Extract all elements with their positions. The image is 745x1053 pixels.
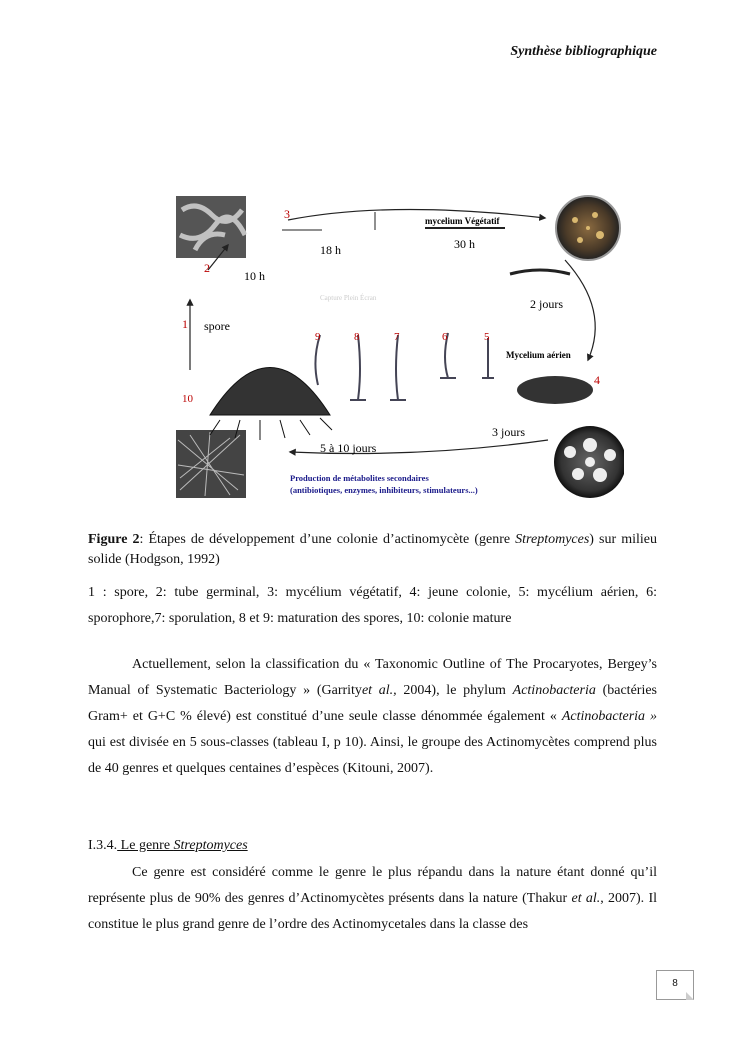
p1-actinobacteria: Actinobacteria — [512, 683, 596, 698]
label-n1: 1 — [182, 317, 188, 331]
label-t3j: 3 jours — [492, 425, 525, 439]
label-prod2: (antibiotiques, enzymes, inhibiteurs, stimulateurs...) — [290, 485, 478, 495]
section-title: Le genre — [117, 838, 174, 853]
figure-label: Figure 2 — [88, 532, 140, 547]
p1-etal: et al., — [361, 683, 397, 698]
label-t10h: 10 h — [244, 269, 265, 283]
label-n6: 6 — [442, 331, 448, 343]
colony-development-figure — [170, 190, 624, 504]
paragraph-classification — [88, 652, 657, 782]
label-n10: 10 — [182, 393, 193, 405]
label-n4: 4 — [594, 373, 600, 387]
paragraph-streptomyces — [88, 860, 657, 938]
label-n9: 9 — [315, 331, 321, 343]
label-n2: 2 — [204, 261, 210, 275]
caption-text: : Étapes de développement d’une colonie d’actinomycète (genre — [139, 532, 516, 547]
label-prod1: Production de métabolites secondaires — [290, 473, 429, 483]
p2-text-a: Ce genre est considéré comme le genre le plus répandu dans la nature étant donné qu’il représente plus de 90% des genres d’Actinomycètes présents dans la nature (Thakur — [88, 865, 657, 906]
sporophore-stages — [315, 333, 494, 400]
label-n5: 5 — [484, 331, 490, 343]
label-spore: spore — [204, 319, 230, 333]
label-t30h: 30 h — [454, 237, 475, 251]
label-t18h: 18 h — [320, 243, 341, 257]
p2-etal: et al. — [571, 891, 601, 906]
label-watermark: Capture Plein Écran — [320, 294, 377, 302]
p1-text-c: (bactéries Gram+ et G+C % élevé) est constitué d’une seule classe dénommée également « — [88, 683, 657, 724]
figure-caption — [88, 530, 657, 570]
p2-text-b: , 2007). Il constitue le plus grand genre de l’ordre des Actinomycetales dans la classe des — [88, 891, 657, 932]
caption-text-end: ) sur milieu solide (Hodgson, 1992) — [88, 532, 657, 567]
label-t5a10j: 5 à 10 jours — [320, 441, 377, 455]
caption-genus: Streptomyces — [515, 532, 590, 547]
label-n7: 7 — [394, 331, 400, 343]
p1-text-d: qui est divisée en 5 sous-classes (tableau I, p 10). Ainsi, le groupe des Actinomycètes comprend plus de 40 genres et quelques centaines d’espèces (Kitouni, 2007). — [88, 735, 657, 776]
label-mycelium-aerien: Mycelium aérien — [506, 350, 571, 360]
cycle-arrows — [190, 209, 595, 453]
figure-legend: 1 : spore, 2: tube germinal, 3: mycélium végétatif, 4: jeune colonie, 5: mycélium aérien, 6: sporophore,7: sporulation, 8 et 9: maturation des spores, 10: colonie mature — [88, 585, 657, 626]
label-n8: 8 — [354, 331, 360, 343]
p1-text-b: 2004), le phylum — [396, 683, 513, 698]
p1-actinobacteria-quote: Actinobacteria » — [561, 709, 658, 724]
page-number: 8 — [656, 970, 694, 1000]
running-header: Synthèse bibliographique — [510, 44, 657, 59]
p1-text-a: Actuellement, selon la classification du « Taxonomic Outline of The Procaryotes, Bergey’s Manual of Systematic Bacteriology » (Garrity — [88, 657, 657, 698]
section-heading — [88, 838, 248, 854]
mature-colony — [210, 368, 332, 441]
section-number: I.3.4. — [88, 838, 118, 853]
section-genus: Streptomyces — [173, 838, 248, 853]
label-n3: 3 — [284, 207, 290, 221]
label-t2j: 2 jours — [530, 297, 563, 311]
label-mycelium-veg: mycelium Végétatif — [425, 216, 500, 226]
